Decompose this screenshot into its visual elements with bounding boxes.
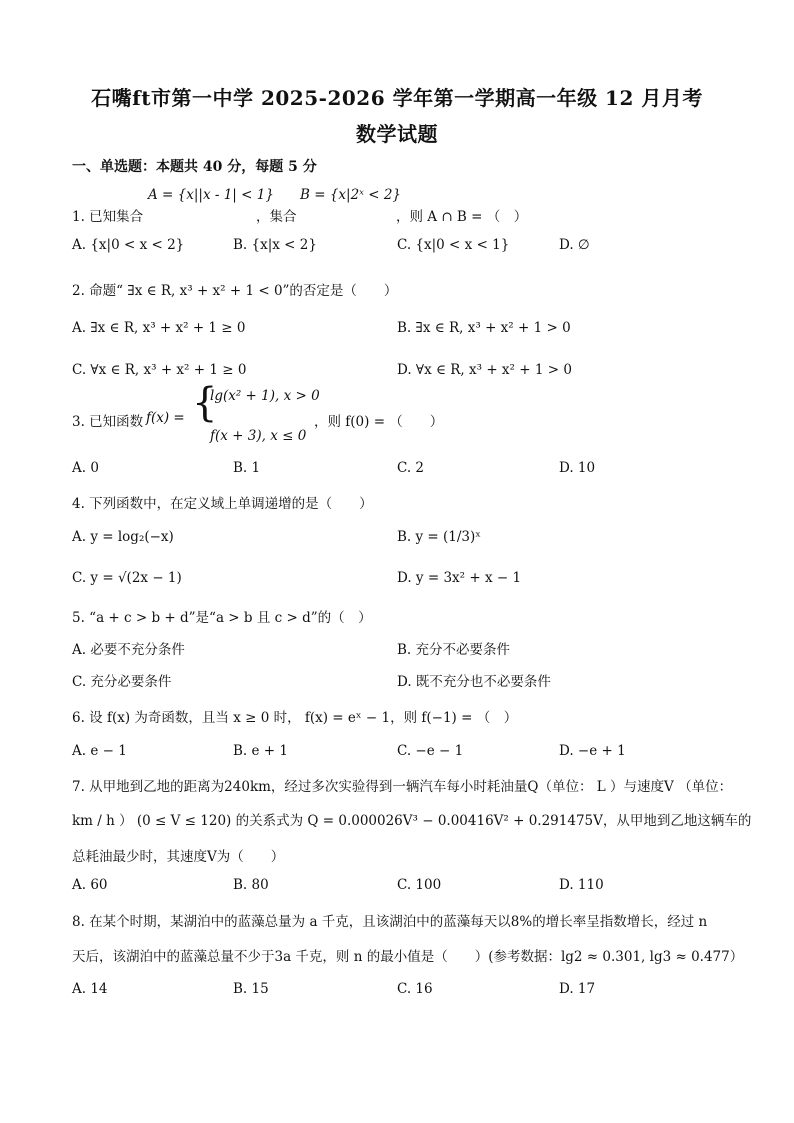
question-1-mid: ，集合 — [256, 209, 297, 225]
question-1-option-c: C. {x|0 < x < 1} — [397, 237, 510, 253]
question-7-option-d: D. 110 — [559, 877, 604, 893]
question-8-line-1: 8. 在某个时期，某湖泊中的蓝藻总量为 a 千克，且该湖泊中的蓝藻每天以8%的增长率呈指数增长，经过 n — [72, 914, 708, 930]
question-1-set-a: A = {x||x - 1| < 1} — [148, 187, 274, 203]
section-heading: 一、单选题：本题共 40 分，每题 5 分 — [72, 159, 317, 175]
question-2-option-d: D. ∀x ∈ R, x³ + x² + 1 > 0 — [397, 362, 572, 378]
question-5-stem: 5. “a + c > b + d”是“a > b 且 c > d”的（ ） — [72, 610, 372, 626]
question-1-prefix: 1. 已知集合 — [72, 209, 144, 225]
question-2-option-b: B. ∃x ∈ R, x³ + x² + 1 > 0 — [397, 320, 571, 336]
piecewise-brace-icon: { — [192, 380, 218, 426]
question-7-line-1: 7. 从甲地到乙地的距离为240km，经过多次实验得到一辆汽车每小时耗油量Q（单位： L ）与速度V （单位： — [72, 779, 733, 795]
question-6-option-a: A. e − 1 — [72, 743, 127, 759]
question-8-option-b: B. 15 — [233, 981, 269, 997]
question-5-option-d: D. 既不充分也不必要条件 — [397, 674, 551, 690]
question-3-option-b: B. 1 — [233, 460, 261, 476]
question-5-option-a: A. 必要不充分条件 — [72, 642, 185, 658]
question-3-option-d: D. 10 — [559, 460, 596, 476]
question-3-fx: f(x) = — [146, 410, 185, 426]
question-1-suffix: ，则 A ∩ B = （ ） — [396, 209, 528, 225]
question-6-option-c: C. −e − 1 — [397, 743, 464, 759]
question-8-option-d: D. 17 — [559, 981, 596, 997]
question-3-suffix: ，则 f(0) = （ ） — [314, 414, 444, 430]
question-8-line-2: 天后，该湖泊中的蓝藻总量不少于3a 千克，则 n 的最小值是（ ）(参考数据：lg2 ≈ 0.301, lg3 ≈ 0.477） — [72, 949, 744, 965]
question-3-option-c: C. 2 — [397, 460, 425, 476]
question-7-option-c: C. 100 — [397, 877, 442, 893]
question-7-option-b: B. 80 — [233, 877, 269, 893]
question-2-option-c: C. ∀x ∈ R, x³ + x² + 1 ≥ 0 — [72, 362, 247, 378]
question-8-option-c: C. 16 — [397, 981, 433, 997]
question-4-option-b: B. y = (1/3)ˣ — [397, 529, 482, 545]
question-6-option-d: D. −e + 1 — [559, 743, 626, 759]
question-4-option-a: A. y = log₂(−x) — [72, 529, 174, 545]
question-1-option-b: B. {x|x < 2} — [233, 237, 317, 253]
question-8-option-a: A. 14 — [72, 981, 108, 997]
question-6-option-b: B. e + 1 — [233, 743, 288, 759]
question-5-option-b: B. 充分不必要条件 — [397, 642, 511, 658]
question-3-option-a: A. 0 — [72, 460, 99, 476]
exam-title: 石嘴ft市第一中学 2025-2026 学年第一学期高一年级 12 月月考 — [91, 86, 703, 110]
question-3-piece-1: lg(x² + 1), x > 0 — [210, 388, 320, 404]
question-5-option-c: C. 充分必要条件 — [72, 674, 172, 690]
question-1-option-a: A. {x|0 < x < 2} — [72, 237, 185, 253]
question-6-stem: 6. 设 f(x) 为奇函数，且当 x ≥ 0 时， f(x) = eˣ − 1，则 f(−1) = （ ） — [72, 710, 518, 726]
question-7-option-a: A. 60 — [72, 877, 108, 893]
question-3-piece-2: f(x + 3), x ≤ 0 — [210, 428, 307, 444]
question-1-option-d: D. ∅ — [559, 237, 590, 253]
question-7-line-3: 总耗油最少时，其速度V为（ ） — [72, 849, 285, 865]
question-1-set-b: B = {x|2ˣ < 2} — [300, 187, 402, 203]
question-3-prefix: 3. 已知函数 — [72, 414, 144, 430]
question-4-stem: 4. 下列函数中，在定义域上单调递增的是（ ） — [72, 496, 373, 512]
exam-subtitle: 数学试题 — [356, 122, 438, 146]
question-2-option-a: A. ∃x ∈ R, x³ + x² + 1 ≥ 0 — [72, 320, 246, 336]
question-4-option-c: C. y = √(2x − 1) — [72, 570, 182, 586]
question-7-line-2: km / h ） (0 ≤ V ≤ 120) 的关系式为 Q = 0.000026V³ − 0.00416V² + 0.291475V，从甲地到乙地这辆车的 — [72, 813, 752, 829]
question-4-option-d: D. y = 3x² + x − 1 — [397, 570, 522, 586]
question-2-stem: 2. 命题“ ∃x ∈ R, x³ + x² + 1 < 0”的否定是（ ） — [72, 283, 398, 299]
